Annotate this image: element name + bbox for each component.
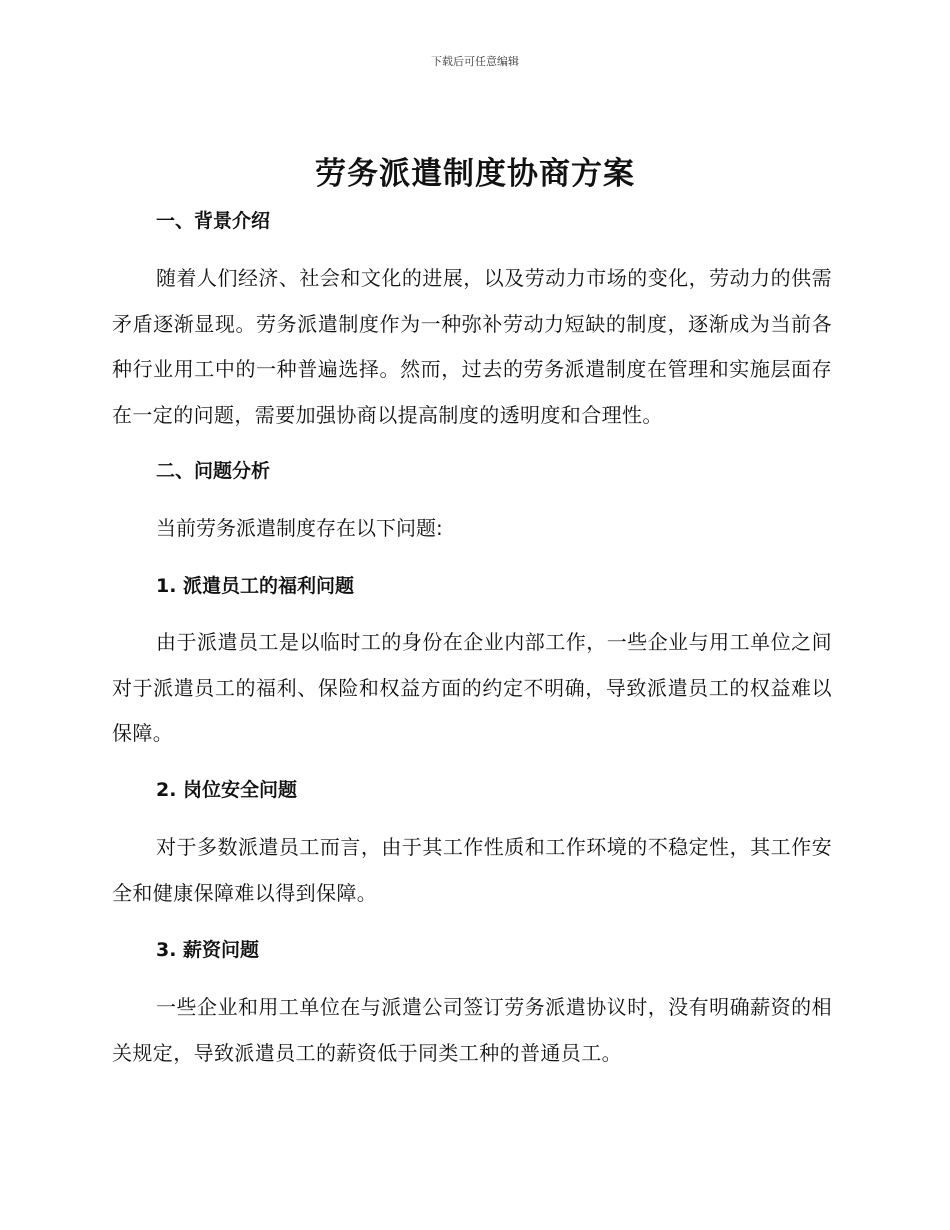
document-title: 劳务派遣制度协商方案 (315, 156, 635, 192)
safety-paragraph: 对于多数派遣员工而言，由于其工作性质和工作环境的不稳定性，其工作安全和健康保障难以得到保障。 (112, 835, 832, 905)
section-heading-analysis: 二、问题分析 (156, 460, 271, 482)
header-note: 下载后可任意编辑 (431, 55, 519, 68)
analysis-intro: 当前劳务派遣制度存在以下问题: (156, 516, 443, 540)
salary-paragraph: 一些企业和用工单位在与派遣公司签订劳务派遣协议时，没有明确薪资的相关规定，导致派遣员工的薪资低于同类工种的普通员工。 (112, 995, 832, 1065)
problem-heading-salary: 3. 薪资问题 (156, 939, 260, 961)
section-heading-background: 一、背景介绍 (156, 210, 271, 232)
welfare-paragraph: 由于派遣员工是以临时工的身份在企业内部工作，一些企业与用工单位之间对于派遣员工的福利、保险和权益方面的约定不明确，导致派遣员工的权益难以保障。 (112, 630, 832, 745)
problem-heading-welfare: 1. 派遣员工的福利问题 (156, 575, 355, 597)
background-paragraph: 随着人们经济、社会和文化的进展，以及劳动力市场的变化，劳动力的供需矛盾逐渐显现。劳务派遣制度作为一种弥补劳动力短缺的制度，逐渐成为当前各种行业用工中的一种普遍选择。然而，过去的劳务派遣制度在管理和实施层面存在一定的问题，需要加强协商以提高制度的透明度和合理性。 (112, 266, 832, 427)
problem-heading-safety: 2. 岗位安全问题 (156, 779, 298, 801)
